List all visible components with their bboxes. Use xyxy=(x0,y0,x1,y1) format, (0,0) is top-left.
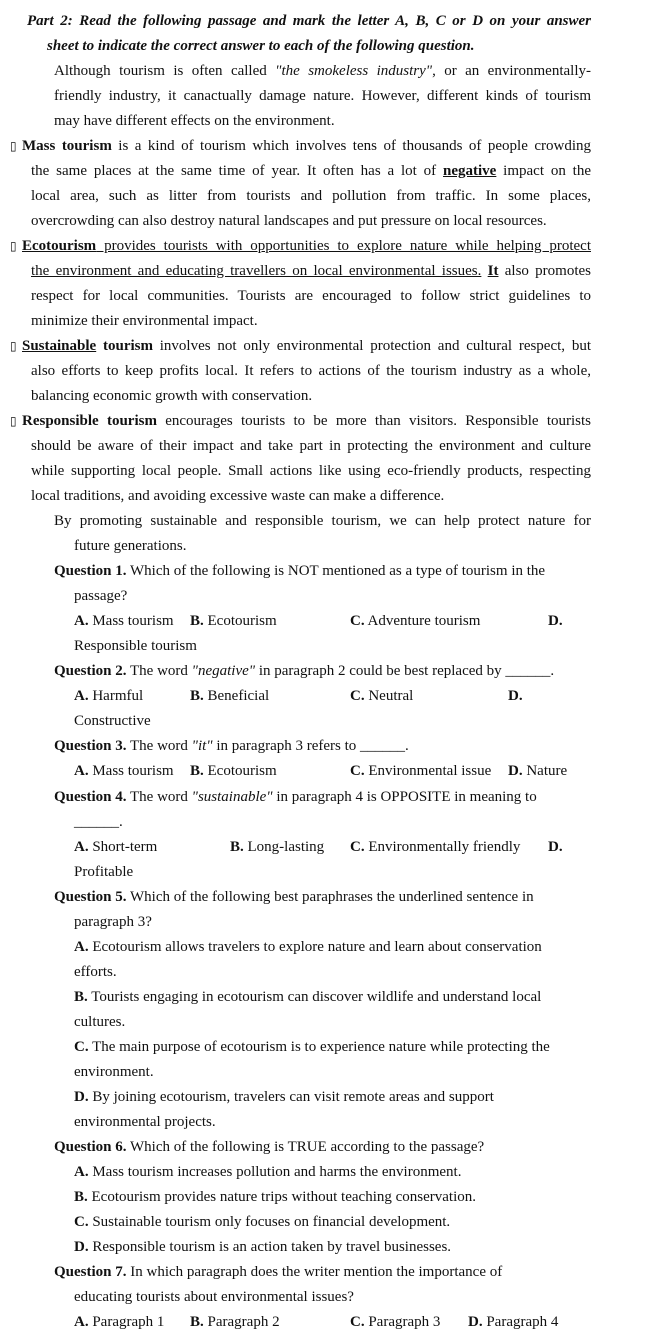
option-a[interactable] xyxy=(74,686,143,706)
option-text: Mass tourism increases pollution and harms the environment. xyxy=(88,1164,462,1180)
intro-line-3 xyxy=(54,111,335,131)
sustainable-line-1 xyxy=(10,336,591,356)
option-d-letter[interactable]: D. xyxy=(548,839,563,855)
paragraph-text: balancing economic growth with conservation. xyxy=(31,388,313,404)
option-letter: B. xyxy=(74,989,88,1005)
option-a[interactable] xyxy=(74,837,157,857)
option-text: Mass tourism xyxy=(88,763,174,779)
question-text: ______. xyxy=(74,814,123,830)
question-6-option-d[interactable] xyxy=(74,1237,451,1257)
sustainable-line-2 xyxy=(31,361,591,381)
paragraph-text: also efforts to keep profits local. It refers to actions of the tourism industry as a whole, xyxy=(31,363,591,379)
option-letter: A. xyxy=(74,1314,89,1330)
question-2-option-d-text[interactable] xyxy=(74,711,151,731)
option-letter: A. xyxy=(74,688,89,704)
option-letter: B. xyxy=(190,763,204,779)
option-text: Environmentally friendly xyxy=(364,839,521,855)
question-text: in paragraph 4 is OPPOSITE in meaning to xyxy=(272,789,537,805)
option-d-letter[interactable]: D. xyxy=(548,613,563,629)
paragraph-text: local area, such as litter from tourists and pollution from traffic. In some places, xyxy=(31,188,591,204)
ecotourism-line-2 xyxy=(31,261,591,281)
option-letter: C. xyxy=(350,839,365,855)
option-b[interactable] xyxy=(190,611,277,631)
question-1-stem-line-2 xyxy=(74,586,127,606)
option-letter: B. xyxy=(190,688,204,704)
mass-tourism-line-2 xyxy=(31,161,591,181)
option-text: Paragraph 1 xyxy=(88,1314,165,1330)
intro-text: friendly industry, it canactually damage nature. However, different kinds of tourism xyxy=(54,88,591,104)
paragraph-text: involves not only environmental protection and cultural respect, but xyxy=(152,338,591,354)
question-5-option-d-cont[interactable] xyxy=(74,1112,216,1132)
question-label: Question 6. xyxy=(54,1139,127,1155)
option-text: Responsible tourism xyxy=(74,638,197,654)
option-text: Profitable xyxy=(74,864,134,880)
question-5-option-d[interactable] xyxy=(74,1087,494,1107)
ecotourism-line-4 xyxy=(31,311,258,331)
smokeless-quote: "the smokeless industry" xyxy=(275,63,433,79)
ecotourism-term: Ecotourism xyxy=(22,238,97,254)
paragraph-text: future generations. xyxy=(74,538,187,554)
option-text: Sustainable tourism only focuses on financial development. xyxy=(88,1214,451,1230)
option-d-letter[interactable]: D. xyxy=(508,688,523,704)
bullet-box-icon: ▯ xyxy=(10,414,17,428)
paragraph-text: encourages tourists to be more than visitors. Responsible tourists xyxy=(156,413,592,429)
intro-text: Although tourism is often called xyxy=(54,63,276,79)
question-text: Which of the following is TRUE according to the passage? xyxy=(126,1139,485,1155)
mass-tourism-line-4 xyxy=(31,211,547,231)
bullet-box-icon: ▯ xyxy=(10,339,17,353)
option-text: Paragraph 4 xyxy=(482,1314,559,1330)
option-text: Environmental issue xyxy=(364,763,492,779)
option-a[interactable] xyxy=(74,611,174,631)
question-text: in paragraph 3 refers to ______. xyxy=(212,738,409,754)
it-word: It xyxy=(487,263,499,279)
mass-tourism-line-1 xyxy=(10,136,591,156)
option-text: Harmful xyxy=(88,688,144,704)
option-text: efforts. xyxy=(74,964,117,980)
intro-text: may have different effects on the environment. xyxy=(54,113,335,129)
option-text: Beneficial xyxy=(203,688,270,704)
question-1-option-d-text[interactable] xyxy=(74,636,197,656)
sustainable-word: Sustainable xyxy=(22,338,97,354)
option-letter: C. xyxy=(350,763,365,779)
option-letter: B. xyxy=(190,1314,204,1330)
bullet-box-icon: ▯ xyxy=(10,139,17,153)
option-letter: D. xyxy=(468,1314,483,1330)
option-letter: A. xyxy=(74,939,89,955)
paragraph-text: the same places at the same time of year. It often has a lot of xyxy=(31,163,444,179)
option-text: cultures. xyxy=(74,1014,126,1030)
conclusion-line-1 xyxy=(54,511,591,531)
paragraph-text: overcrowding can also destroy natural landscapes and put pressure on local resources. xyxy=(31,213,547,229)
option-text: Mass tourism xyxy=(88,613,174,629)
question-text: The word xyxy=(126,789,192,805)
question-label: Question 1. xyxy=(54,563,127,579)
option-b[interactable] xyxy=(190,761,277,781)
option-c[interactable] xyxy=(350,837,520,857)
paragraph-text: local traditions, and avoiding excessive waste can make a difference. xyxy=(31,488,445,504)
option-b[interactable] xyxy=(230,837,324,857)
question-3-stem xyxy=(54,736,409,756)
responsible-line-2 xyxy=(31,436,591,456)
bullet-box-icon: ▯ xyxy=(10,239,17,253)
option-text: Ecotourism provides nature trips without teaching conservation. xyxy=(87,1189,477,1205)
option-letter: D. xyxy=(74,1089,89,1105)
option-text: Ecotourism allows travelers to explore nature and learn about conservation xyxy=(88,939,542,955)
option-letter: A. xyxy=(74,763,89,779)
intro-text: , or an environmentally- xyxy=(432,63,591,79)
option-letter: C. xyxy=(350,1314,365,1330)
question-7-stem-line-2 xyxy=(74,1287,354,1307)
responsible-line-1 xyxy=(10,411,591,431)
question-6-option-a[interactable] xyxy=(74,1162,461,1182)
question-5-option-b-cont[interactable] xyxy=(74,1012,125,1032)
paragraph-text: also promotes xyxy=(498,263,591,279)
option-letter: C. xyxy=(74,1214,89,1230)
part-heading xyxy=(27,11,591,31)
paragraph-text: By promoting sustainable and responsible tourism, we can help protect nature for xyxy=(54,513,591,529)
question-text: The word xyxy=(126,738,192,754)
question-5-option-a[interactable] xyxy=(74,937,542,957)
question-label: Question 7. xyxy=(54,1264,127,1280)
option-text: Paragraph 2 xyxy=(203,1314,280,1330)
option-c[interactable] xyxy=(350,1312,440,1332)
question-5-option-a-cont[interactable] xyxy=(74,962,117,982)
option-letter: A. xyxy=(74,839,89,855)
paragraph-text: impact on the xyxy=(496,163,591,179)
question-4-option-d-text[interactable] xyxy=(74,862,133,882)
option-text: Ecotourism xyxy=(203,763,277,779)
paragraph-text: while supporting local people. Small actions like using eco-friendly products, respecting xyxy=(31,463,591,479)
option-text: Adventure tourism xyxy=(364,613,481,629)
option-text: By joining ecotourism, travelers can visit remote areas and support xyxy=(88,1089,494,1105)
option-text: Paragraph 3 xyxy=(364,1314,441,1330)
option-b[interactable] xyxy=(190,1312,280,1332)
option-text: Constructive xyxy=(74,713,151,729)
part-heading-line-2 xyxy=(47,36,475,56)
option-d[interactable] xyxy=(468,1312,558,1332)
option-text: Nature xyxy=(522,763,568,779)
option-c[interactable] xyxy=(350,686,413,706)
option-text: Ecotourism xyxy=(203,613,277,629)
option-letter: C. xyxy=(350,613,365,629)
negative-word: negative xyxy=(443,163,497,179)
option-text: Responsible tourism is an action taken by travel businesses. xyxy=(88,1239,452,1255)
mass-tourism-line-3 xyxy=(31,186,591,206)
question-5-option-c[interactable] xyxy=(74,1037,550,1057)
paragraph-text: respect for local communities. Tourists are encouraged to follow strict guidelines to xyxy=(31,288,591,304)
question-6-stem xyxy=(54,1137,484,1157)
question-text: In which paragraph does the writer mention the importance of xyxy=(126,1264,503,1280)
question-6-option-b[interactable] xyxy=(74,1187,476,1207)
option-text: The main purpose of ecotourism is to experience nature while protecting the xyxy=(88,1039,550,1055)
question-text: paragraph 3? xyxy=(74,914,152,930)
part-heading-line-1: Part 2: Read the following passage and mark the letter A, B, C or D on your answer xyxy=(27,13,591,29)
responsible-line-4 xyxy=(31,486,444,506)
quoted-word: "it" xyxy=(191,738,213,754)
option-b[interactable] xyxy=(190,686,269,706)
option-letter: D. xyxy=(74,1239,89,1255)
ecotourism-line-3 xyxy=(31,286,591,306)
option-letter: D. xyxy=(508,763,523,779)
question-text: in paragraph 2 could be best replaced by ______. xyxy=(255,663,555,679)
option-letter: C. xyxy=(74,1039,89,1055)
question-text: Which of the following best paraphrases the underlined sentence in xyxy=(126,889,534,905)
conclusion-line-2 xyxy=(74,536,186,556)
question-4-stem xyxy=(54,787,537,807)
question-5-stem xyxy=(54,887,534,907)
part-heading-line-2-text: sheet to indicate the correct answer to each of the following question. xyxy=(47,38,475,54)
question-label: Question 5. xyxy=(54,889,127,905)
underlined-sentence-text: provides tourists with opportunities to explore nature while helping protect xyxy=(96,238,591,254)
option-letter: A. xyxy=(74,613,89,629)
intro-line-1 xyxy=(54,61,591,81)
paragraph-text: is a kind of tourism which involves tens of thousands of people crowding xyxy=(111,138,592,154)
option-letter: B. xyxy=(74,1189,88,1205)
question-5-stem-line-2 xyxy=(74,912,152,932)
question-5-option-c-cont[interactable] xyxy=(74,1062,154,1082)
option-text: Short-term xyxy=(88,839,158,855)
question-text: educating tourists about environmental issues? xyxy=(74,1289,354,1305)
responsible-tourism-term: Responsible tourism xyxy=(22,413,157,429)
underlined-sentence-text: the environment and educating travellers on local environmental issues. xyxy=(31,263,482,279)
option-letter: B. xyxy=(190,613,204,629)
sustainable-term: tourism xyxy=(96,338,153,354)
option-text: Tourists engaging in ecotourism can discover wildlife and understand local xyxy=(87,989,542,1005)
question-label: Question 2. xyxy=(54,663,127,679)
quoted-word: "sustainable" xyxy=(191,789,273,805)
option-letter: C. xyxy=(350,688,365,704)
mass-tourism-term: Mass tourism xyxy=(22,138,112,154)
question-4-stem-line-2 xyxy=(74,812,123,832)
question-7-stem xyxy=(54,1262,502,1282)
intro-line-2 xyxy=(54,86,591,106)
option-c[interactable] xyxy=(350,761,491,781)
option-d[interactable] xyxy=(508,761,567,781)
responsible-line-3 xyxy=(31,461,591,481)
option-letter: B. xyxy=(230,839,244,855)
question-text: The word xyxy=(126,663,192,679)
question-text: Which of the following is NOT mentioned as a type of tourism in the xyxy=(126,563,546,579)
sustainable-line-3 xyxy=(31,386,312,406)
question-5-option-b[interactable] xyxy=(74,987,541,1007)
option-a[interactable] xyxy=(74,1312,164,1332)
question-label: Question 3. xyxy=(54,738,127,754)
question-6-option-c[interactable] xyxy=(74,1212,450,1232)
question-label: Question 4. xyxy=(54,789,127,805)
option-letter: A. xyxy=(74,1164,89,1180)
ecotourism-line-1 xyxy=(10,236,591,256)
option-text: environment. xyxy=(74,1064,154,1080)
option-a[interactable] xyxy=(74,761,174,781)
paragraph-text: should be aware of their impact and take part in protecting the environment and culture xyxy=(31,438,591,454)
question-1-stem xyxy=(54,561,545,581)
question-text: passage? xyxy=(74,588,128,604)
question-2-stem xyxy=(54,661,554,681)
option-text: Long-lasting xyxy=(243,839,325,855)
paragraph-text: minimize their environmental impact. xyxy=(31,313,258,329)
option-c[interactable] xyxy=(350,611,480,631)
quoted-word: "negative" xyxy=(191,663,256,679)
option-text: environmental projects. xyxy=(74,1114,216,1130)
option-text: Neutral xyxy=(364,688,414,704)
